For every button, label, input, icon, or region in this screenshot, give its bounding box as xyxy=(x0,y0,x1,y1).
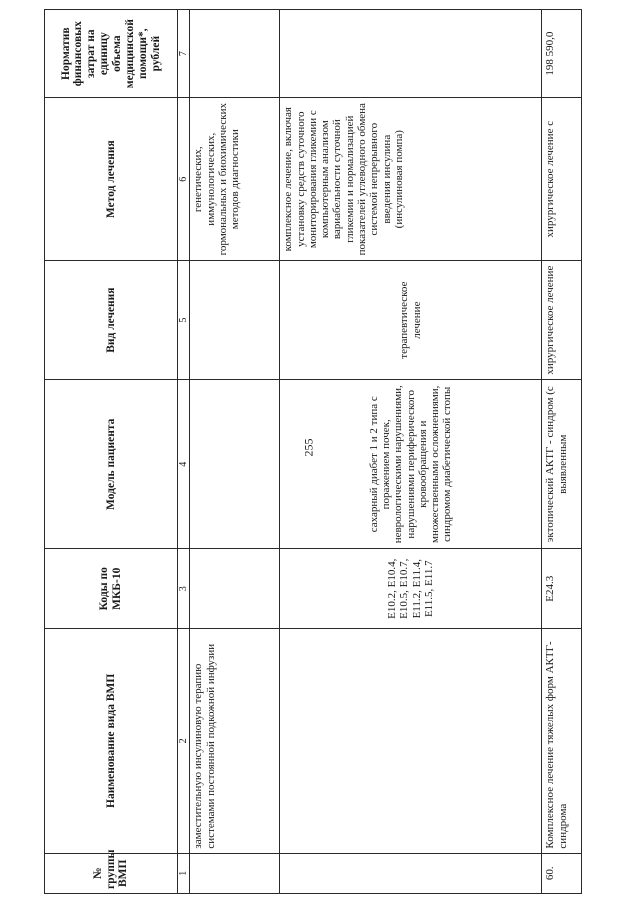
cell-model: сахарный диабет 1 и 2 типа с поражением почек, неврологическими нарушениями, нарушениями периферического кровообращения и множественными осложнениями, синдромом диабетической стопы xyxy=(280,380,542,549)
cell-method: комплексное лечение, включая установку средств суточного мониторирования гликемии с компьютерным анализом вариабельности суточной гликемии и нормализацией показателей углеводного обмена системой непрерывного введения инсулина (инсулиновая помпа) xyxy=(280,98,542,261)
cell-codes: E24.3 xyxy=(542,549,582,629)
column-number: 2 xyxy=(178,629,190,853)
column-number: 7 xyxy=(178,10,190,98)
cell-method: хирургическое лечение с xyxy=(542,98,582,261)
table-row-continuation xyxy=(190,10,280,894)
cell-cost: 198 590,0 xyxy=(542,10,582,98)
header-cost: Норматив финансовых затрат на единицу объема медицинской помощи*, рублей xyxy=(45,10,178,98)
rotated-table-container xyxy=(44,9,624,894)
cell-codes: E10.2, E10.4, E10.5, E10.7, E11.2, E11.4, E11.5, E11.7 xyxy=(280,549,542,629)
header-model: Модель пациента xyxy=(45,380,178,549)
cell-name: заместительную инсулиновую терапию системами постоянной подкожной инфузии xyxy=(190,629,280,853)
cell-treatment: хирургическое лечение xyxy=(542,261,582,380)
cell-model: эктопический АКТГ - синдром (с выявленным xyxy=(542,380,582,549)
vmp-table xyxy=(44,9,582,894)
cell-name: Комплексное лечение тяжелых форм АКТГ-синдрома xyxy=(542,629,582,853)
header-group: № группы ВМП xyxy=(45,853,178,893)
table-row-diabetes xyxy=(280,10,542,894)
header-treatment: Вид лечения xyxy=(45,261,178,380)
column-number: 1 xyxy=(178,853,190,893)
column-number: 5 xyxy=(178,261,190,380)
column-number-row xyxy=(178,10,190,894)
header-row xyxy=(45,10,178,894)
header-name: Наименование вида ВМП xyxy=(45,629,178,853)
page-number: 255 xyxy=(301,438,316,457)
table-row-60 xyxy=(542,10,582,894)
cell-group: 60. xyxy=(542,853,582,893)
column-number: 6 xyxy=(178,98,190,261)
column-number: 4 xyxy=(178,380,190,549)
column-number: 3 xyxy=(178,549,190,629)
cell-method: генетических, иммунологических, гормональных и биохимических методов диагностики xyxy=(190,98,280,261)
cell-treatment: терапевтическое лечение xyxy=(280,261,542,380)
header-codes: Коды по МКБ-10 xyxy=(45,549,178,629)
header-method: Метод лечения xyxy=(45,98,178,261)
